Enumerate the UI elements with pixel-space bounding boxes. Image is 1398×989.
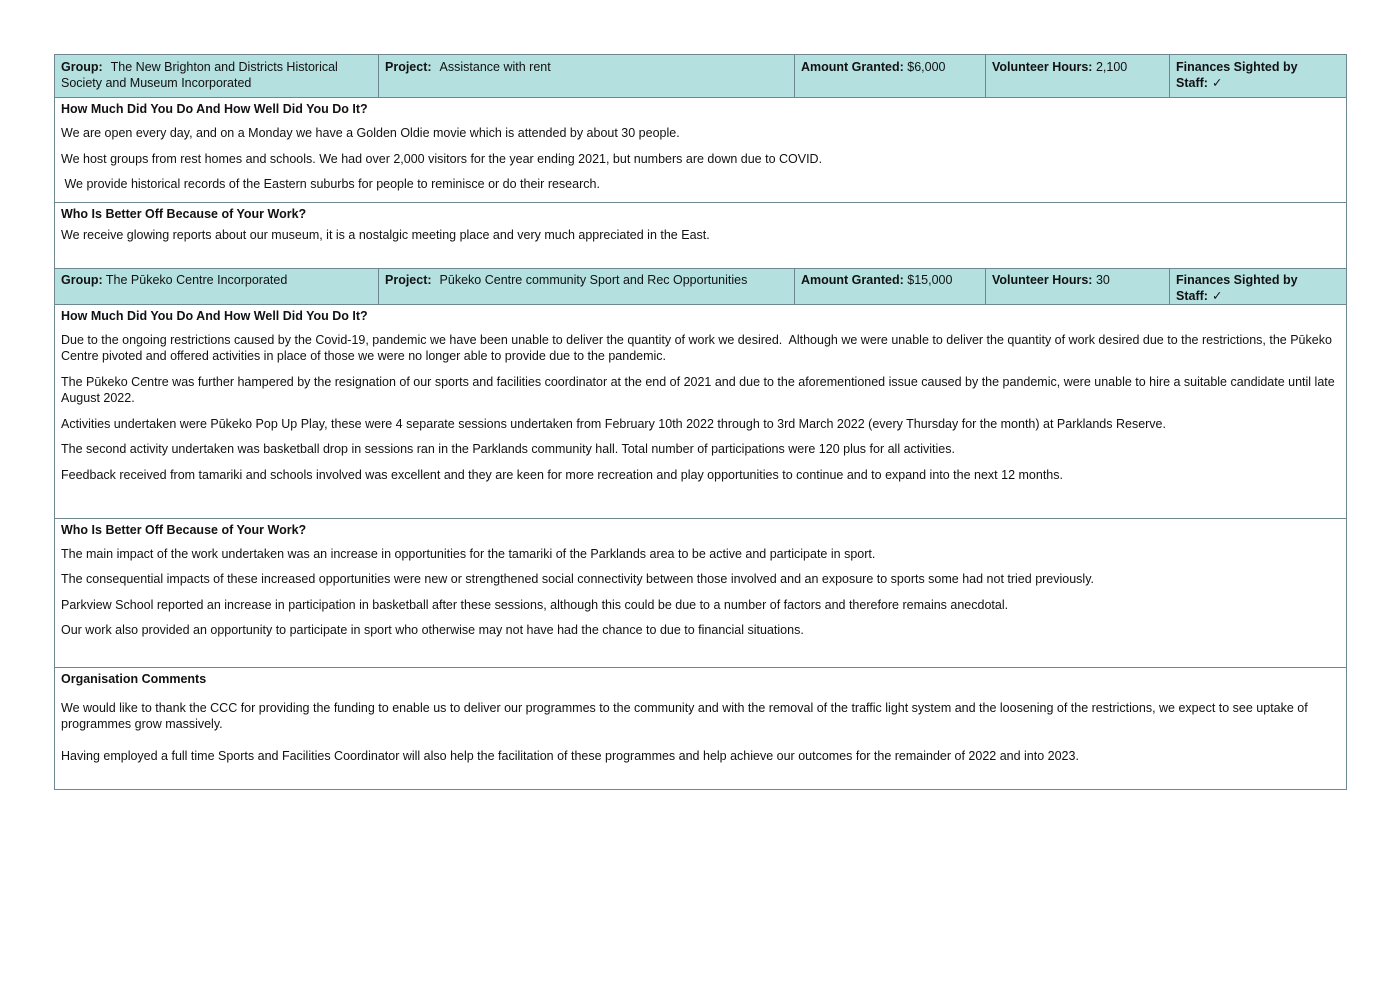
group-value: The Pūkeko Centre Incorporated xyxy=(105,272,288,287)
group-label: Group: xyxy=(61,60,103,74)
how-much-heading: How Much Did You Do And How Well Did You Do It? xyxy=(61,308,368,323)
group-value: The New Brighton and Districts Historical Society and Museum Incorporated xyxy=(61,60,338,90)
comments-heading: Organisation Comments xyxy=(61,671,207,686)
finances-label: Finances Sighted by Staff: xyxy=(1176,272,1298,303)
paragraph: We host groups from rest homes and schools. We had over 2,000 visitors for the year ending 2021, but numbers are down due to COVID. xyxy=(61,151,823,166)
hours-value: 2,100 xyxy=(1095,60,1128,74)
amount-value: $6,000 xyxy=(907,60,946,74)
project-cell xyxy=(379,268,795,304)
amount-cell xyxy=(795,55,986,98)
hours-cell xyxy=(986,268,1170,304)
paragraph: Parkview School reported an increase in participation in basketball after these sessions, although this could be due to a number of factors and therefore remains anecdotal. xyxy=(61,597,1009,612)
paragraph: We receive glowing reports about our museum, it is a nostalgic meeting place and very much appreciated in the East. xyxy=(61,227,710,242)
project-value: Pūkeko Centre community Sport and Rec Opportunities xyxy=(439,272,748,287)
project-label: Project: xyxy=(385,272,432,287)
paragraph: Feedback received from tamariki and schools involved was excellent and they are keen for more recreation and play opportunities to continue and to expand into the next 12 months. xyxy=(61,467,1063,482)
finances-cell xyxy=(1170,55,1347,98)
paragraph: The consequential impacts of these increased opportunities were new or strengthened social connectivity between those involved and an exposure to sports some had not tried previously. xyxy=(61,572,1095,586)
paragraph: Due to the ongoing restrictions caused by the Covid-19, pandemic we have been unable to deliver the quantity of work we desired. Although we were unable to deliver the quantity of work desired due to the restrictions, the Pūkeko Centre pivoted and offered activities in place of those we were no longer able to provide due to the pandemic. xyxy=(61,332,1336,363)
hours-value: 30 xyxy=(1095,272,1110,287)
better-off-section xyxy=(55,202,1347,268)
how-much-section xyxy=(55,304,1347,518)
paragraph: We provide historical records of the Eastern suburbs for people to reminisce or do their research. xyxy=(61,177,600,191)
hours-label: Volunteer Hours: xyxy=(992,272,1093,287)
paragraph: We are open every day, and on a Monday we have a Golden Oldie movie which is attended by about 30 people. xyxy=(61,126,680,140)
paragraph: We would like to thank the CCC for providing the funding to enable us to deliver our programmes to the community and with the removal of the traffic light system and the loosening of the restrictions, we expect to see uptake of programmes grow massively. xyxy=(61,700,1308,731)
hours-cell xyxy=(986,55,1170,98)
paragraph: Our work also provided an opportunity to participate in sport who otherwise may not have had the chance to due to financial situations. xyxy=(61,623,804,637)
how-much-section xyxy=(55,98,1347,203)
group-label: Group: xyxy=(61,272,103,287)
project-value: Assistance with rent xyxy=(439,60,551,74)
funding-report-sheet xyxy=(54,54,1346,790)
funding-report-table xyxy=(54,54,1347,790)
better-off-heading: Who Is Better Off Because of Your Work? xyxy=(61,206,307,221)
project-cell xyxy=(379,55,795,98)
project-label: Project: xyxy=(385,60,432,74)
amount-value: $15,000 xyxy=(907,272,953,287)
better-off-heading: Who Is Better Off Because of Your Work? xyxy=(61,522,307,537)
group-cell xyxy=(55,55,379,98)
record-header-row xyxy=(55,268,1347,304)
better-off-section xyxy=(55,518,1347,667)
paragraph: The second activity undertaken was basketball drop in sessions ran in the Parklands community hall. Total number of participations were 120 plus for all activities. xyxy=(61,442,955,456)
group-cell xyxy=(55,268,379,304)
finances-cell xyxy=(1170,268,1347,304)
paragraph: The main impact of the work undertaken was an increase in opportunities for the tamariki of the Parklands area to be active and participate in sport. xyxy=(61,546,876,561)
paragraph: Activities undertaken were Pūkeko Pop Up Play, these were 4 separate sessions undertaken from February 10th 2022 through to 3rd March 2022 (every Thursday for the month) at Parklands Reserve. xyxy=(61,416,1166,431)
amount-cell xyxy=(795,268,986,304)
how-much-heading: How Much Did You Do And How Well Did You Do It? xyxy=(61,102,368,116)
amount-label: Amount Granted: xyxy=(801,60,904,74)
paragraph: Having employed a full time Sports and Facilities Coordinator will also help the facilitation of these programmes and help achieve our outcomes for the remainder of 2022 and into 2023. xyxy=(61,748,1079,763)
finances-label: Finances Sighted by Staff: xyxy=(1176,60,1298,90)
organisation-comments-section xyxy=(55,667,1347,789)
amount-label: Amount Granted: xyxy=(801,272,904,287)
checkmark-icon: ✓ xyxy=(1211,76,1223,90)
paragraph: The Pūkeko Centre was further hampered by the resignation of our sports and facilities coordinator at the end of 2021 and due to the aforementioned issue caused by the pandemic, were unable to hire a suitable candidate until late August 2022. xyxy=(61,374,1335,405)
record-header-row xyxy=(55,55,1347,98)
hours-label: Volunteer Hours: xyxy=(992,60,1093,74)
checkmark-icon: ✓ xyxy=(1211,288,1223,303)
